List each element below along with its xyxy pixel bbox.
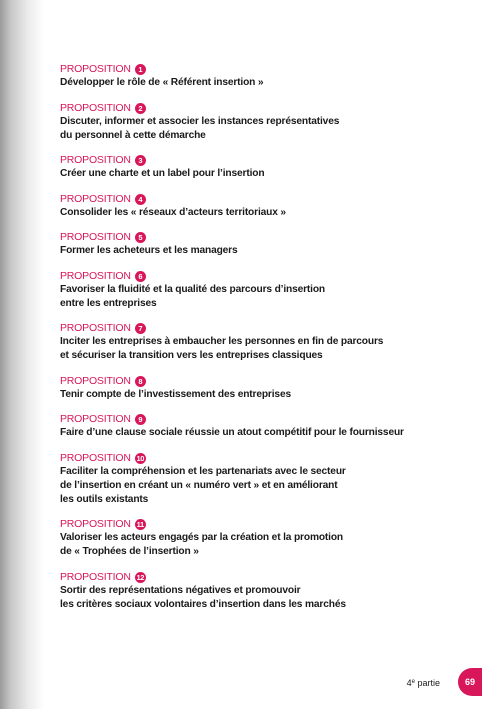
- proposal-label: PROPOSITION: [60, 101, 131, 114]
- proposal-text: [60, 283, 470, 311]
- proposal-text-line: Inciter les entreprises à embaucher les personnes en fin de parcours: [60, 336, 384, 347]
- proposal-text-line: Faire d’une clause sociale réussie un atout compétitif pour le fournisseur: [60, 427, 404, 438]
- proposal-text: [60, 76, 470, 90]
- proposal-number-badge: 10: [136, 453, 144, 463]
- proposal-label: PROPOSITION: [60, 518, 131, 530]
- proposal-item: [60, 375, 470, 402]
- proposal-text: [60, 465, 470, 507]
- part-suffix: e: [411, 679, 415, 685]
- proposal-label: PROPOSITION: [60, 154, 131, 166]
- proposal-heading: [60, 63, 470, 76]
- page-binding-shadow: [0, 0, 44, 709]
- proposal-number-badge: 7: [135, 323, 146, 334]
- proposal-text-line: les critères sociaux volontaires d’insertion dans les marchés: [60, 598, 346, 610]
- proposal-label: PROPOSITION: [60, 231, 131, 243]
- proposal-number-badge: 6: [135, 271, 146, 282]
- proposal-item: [60, 518, 470, 559]
- proposal-text-line: entre les entreprises: [60, 297, 157, 309]
- part-number: 4: [406, 678, 412, 688]
- proposal-label: PROPOSITION: [60, 322, 131, 334]
- proposal-label: PROPOSITION: [60, 413, 131, 425]
- proposal-number-badge: 1: [135, 64, 146, 75]
- proposal-item: [60, 193, 470, 220]
- proposal-label: PROPOSITION: [60, 570, 131, 583]
- proposal-text-line: Développer le rôle de « Référent insertion »: [60, 77, 264, 88]
- proposal-text: [60, 335, 470, 363]
- section-label: [407, 676, 440, 689]
- proposal-heading: [60, 231, 470, 244]
- proposal-text-line: du personnel à cette démarche: [60, 129, 206, 141]
- proposal-heading: [60, 193, 470, 206]
- proposal-text-line: les outils existants: [60, 493, 149, 505]
- proposal-item: [60, 154, 470, 181]
- part-word: partie: [417, 678, 440, 688]
- proposal-item: [60, 322, 470, 363]
- proposal-number-badge: 11: [136, 520, 144, 529]
- proposal-text-line: Discuter, informer et associer les instances représentatives: [60, 115, 340, 127]
- proposal-text-line: Favoriser la fluidité et la qualité des parcours d’insertion: [60, 283, 326, 295]
- proposal-heading: [60, 518, 470, 531]
- proposal-label: PROPOSITION: [60, 192, 131, 205]
- proposal-text: [60, 531, 470, 559]
- proposal-label: PROPOSITION: [60, 63, 131, 75]
- proposal-heading: [60, 102, 470, 115]
- proposal-text: [60, 206, 470, 220]
- proposal-number-badge: 12: [136, 572, 144, 582]
- proposal-heading: [60, 452, 470, 465]
- proposal-text-line: Former les acheteurs et les managers: [60, 245, 238, 256]
- proposal-text: [60, 584, 470, 612]
- proposal-number-badge: 2: [135, 103, 146, 114]
- proposal-heading: [60, 322, 470, 335]
- proposal-text-line: Valoriser les acteurs engagés par la création et la promotion: [60, 532, 343, 543]
- proposal-label: PROPOSITION: [60, 269, 131, 282]
- proposal-label: PROPOSITION: [60, 451, 131, 464]
- proposal-item: [60, 102, 470, 143]
- proposal-item: [60, 231, 470, 258]
- proposal-number-badge: 5: [135, 232, 146, 243]
- page-number: 69: [464, 677, 475, 687]
- proposal-text: [60, 115, 470, 143]
- proposal-text: [60, 167, 470, 181]
- page-number-badge: [458, 668, 482, 696]
- proposal-text-line: de « Trophées de l’insertion »: [60, 546, 199, 557]
- proposal-number-badge: 8: [135, 376, 146, 387]
- proposal-label: PROPOSITION: [60, 374, 131, 387]
- proposal-text-line: Créer une charte et un label pour l’insertion: [60, 168, 265, 179]
- proposal-item: [60, 270, 470, 311]
- proposal-heading: [60, 571, 470, 584]
- proposal-heading: [60, 154, 470, 167]
- proposal-text-line: Faciliter la compréhension et les partenariats avec le secteur: [60, 465, 346, 477]
- proposal-text-line: de l’insertion en créant un « numéro vert » et en améliorant: [60, 479, 338, 491]
- proposal-text: [60, 388, 470, 402]
- proposal-text: [60, 244, 470, 258]
- proposal-item: [60, 413, 470, 440]
- proposal-number-badge: 9: [135, 414, 146, 425]
- proposal-heading: [60, 270, 470, 283]
- proposal-text-line: Sortir des représentations négatives et promouvoir: [60, 584, 301, 596]
- proposal-number-badge: 3: [135, 155, 146, 166]
- proposal-list: [60, 63, 470, 623]
- proposal-item: [60, 571, 470, 612]
- proposal-heading: [60, 375, 470, 388]
- proposal-heading: [60, 413, 470, 426]
- proposal-item: [60, 452, 470, 507]
- proposal-item: [60, 63, 470, 90]
- proposal-text-line: et sécuriser la transition vers les entreprises classiques: [60, 350, 323, 361]
- proposal-text: [60, 426, 470, 440]
- proposal-text-line: Consolider les « réseaux d’acteurs territoriaux »: [60, 206, 286, 218]
- proposal-number-badge: 4: [135, 194, 146, 205]
- proposal-text-line: Tenir compte de l’investissement des entreprises: [60, 388, 291, 400]
